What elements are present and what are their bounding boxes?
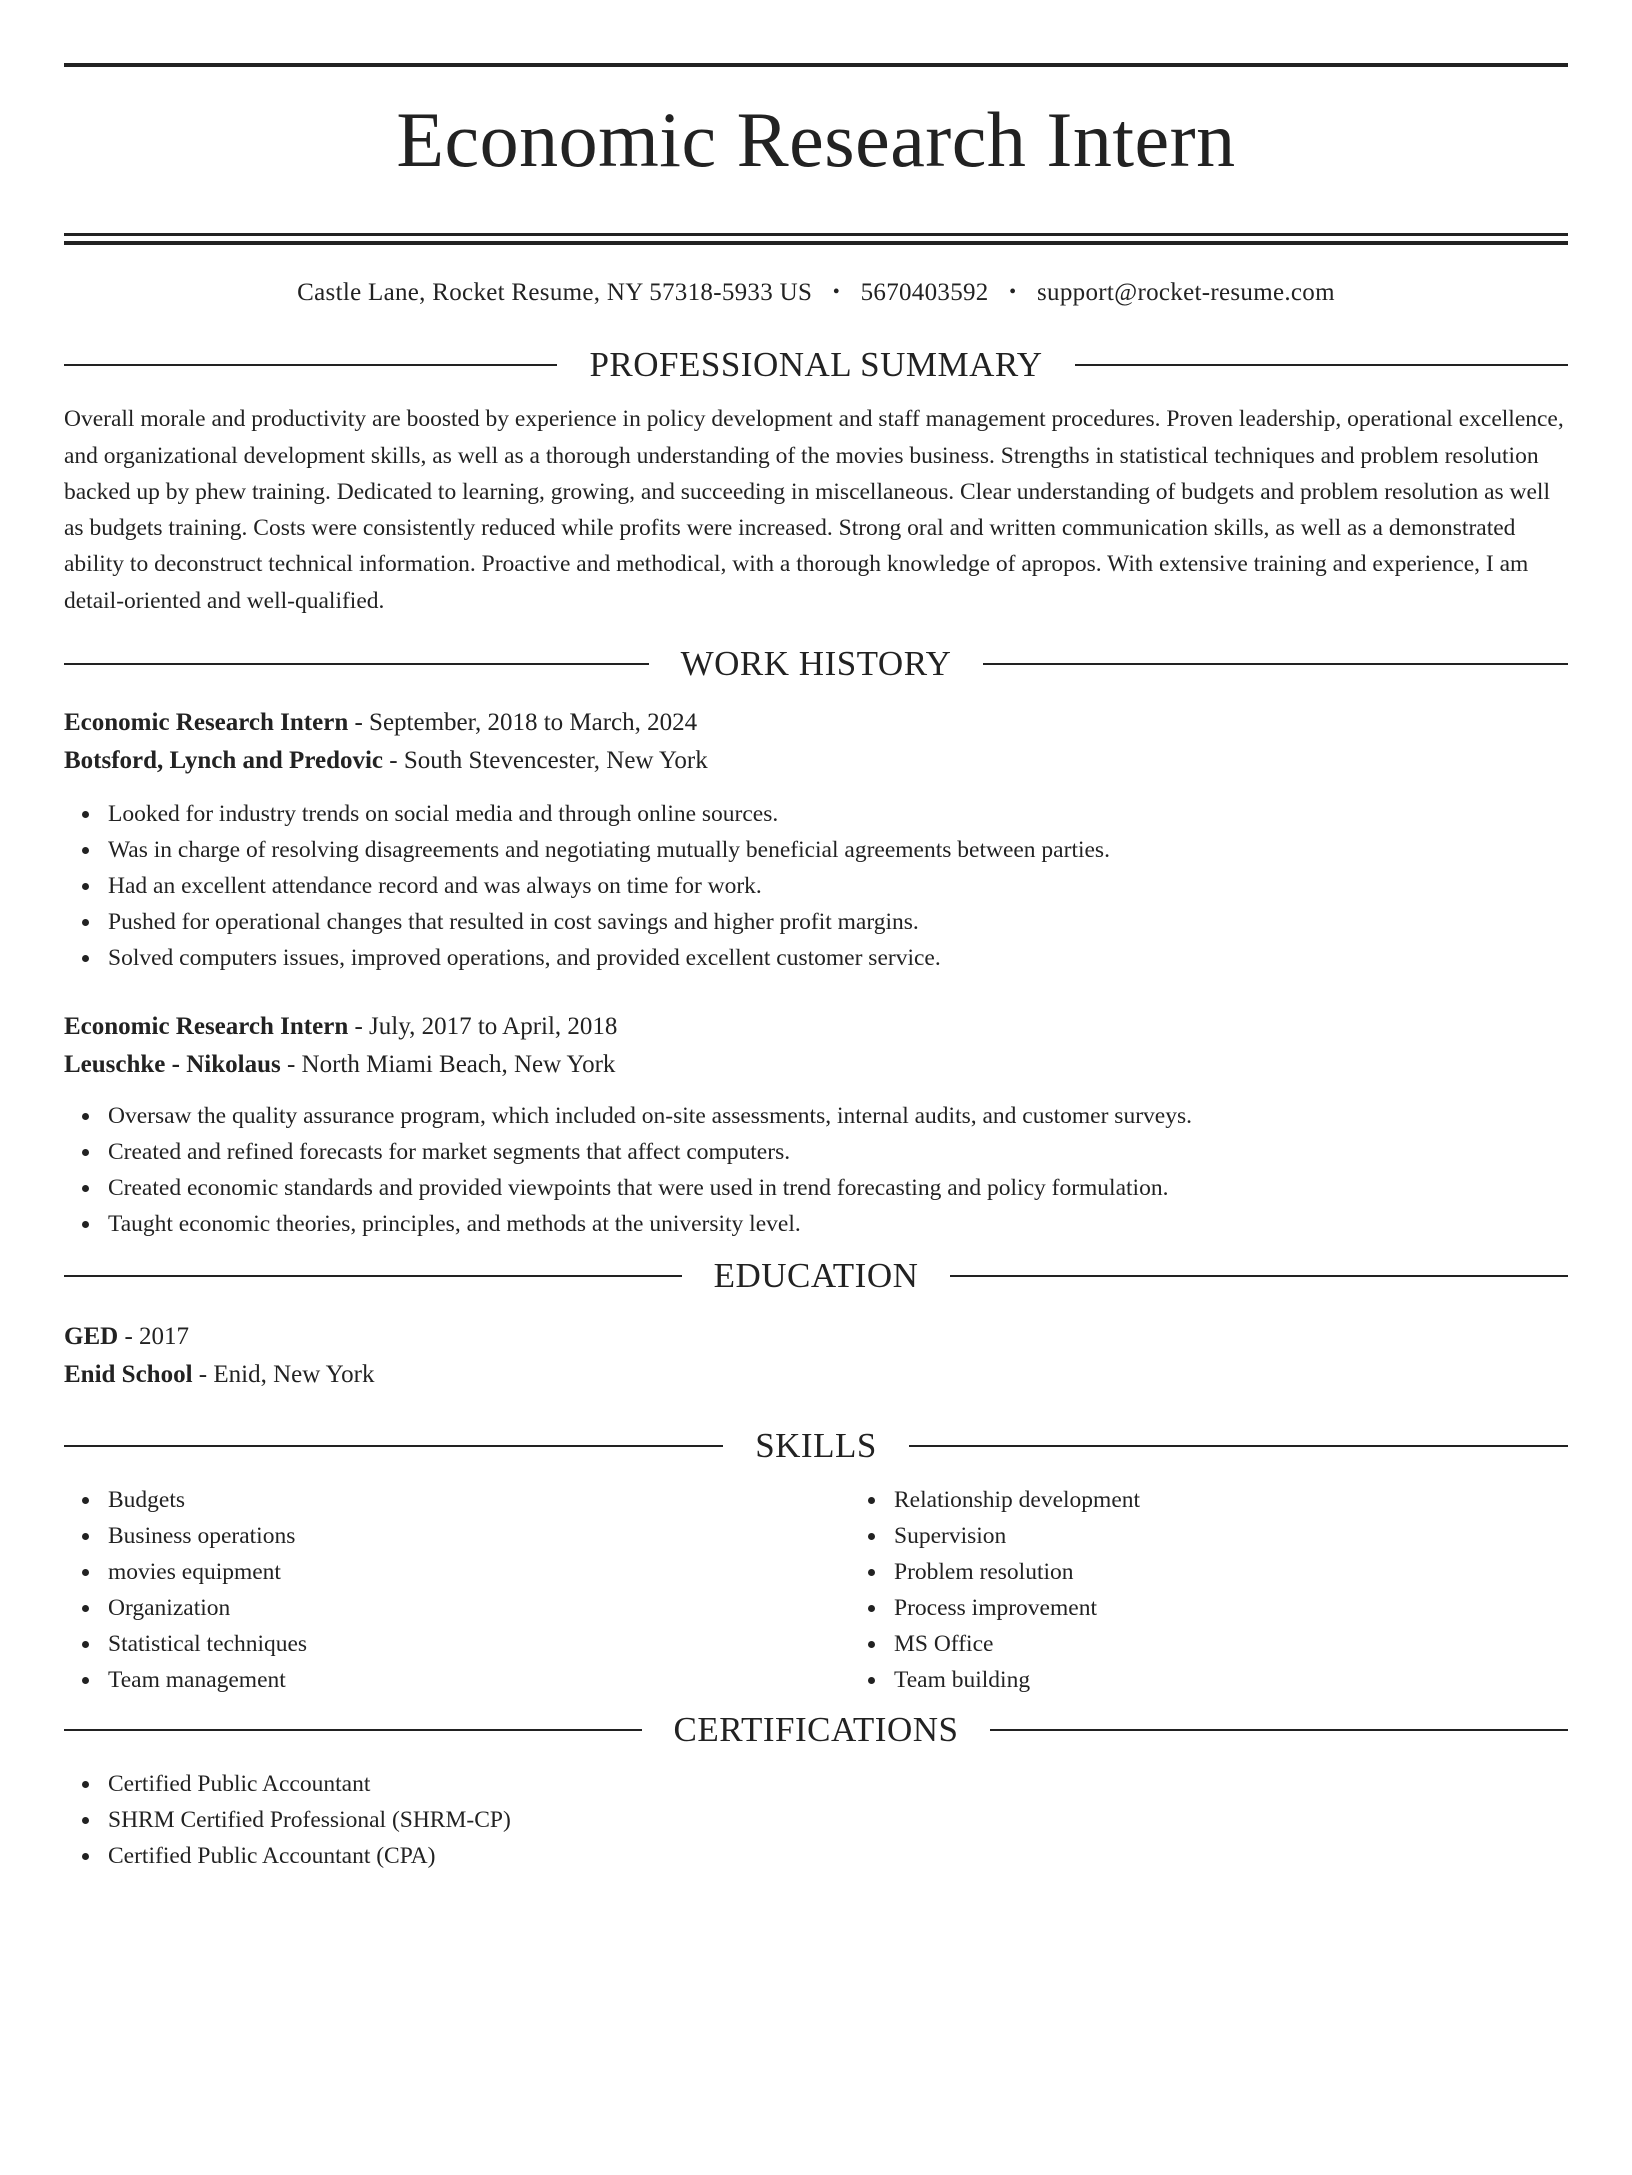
job-entry	[64, 1008, 1568, 1242]
divider-line	[983, 663, 1568, 665]
skill-item: MS Office	[894, 1626, 1632, 1662]
divider-line	[64, 364, 557, 366]
job-title-line	[64, 1008, 1568, 1046]
skill-item: Team building	[894, 1662, 1632, 1698]
job-bullet: Solved computers issues, improved operations, and provided excellent customer service.	[108, 940, 1568, 976]
section-title-work: WORK HISTORY	[680, 644, 952, 684]
job-dates: - July, 2017 to April, 2018	[348, 1013, 618, 1041]
skill-item: Business operations	[108, 1518, 850, 1554]
section-header-skills	[64, 1426, 1568, 1466]
certification-item: Certified Public Accountant (CPA)	[108, 1838, 1568, 1874]
education-degree-line	[64, 1318, 1568, 1356]
education-degree: GED	[64, 1323, 119, 1351]
job-dates: - September, 2018 to March, 2024	[348, 709, 698, 737]
top-rule	[64, 63, 1568, 67]
skill-item: Process improvement	[894, 1590, 1632, 1626]
contact-address: Castle Lane, Rocket Resume, NY 57318-5933 US	[297, 279, 813, 307]
divider-line	[64, 1729, 642, 1731]
job-entry	[64, 704, 1568, 976]
contact-email: support@rocket-resume.com	[1037, 279, 1335, 307]
skill-item: Budgets	[108, 1482, 850, 1518]
divider-line	[64, 663, 649, 665]
certification-item: SHRM Certified Professional (SHRM-CP)	[108, 1802, 1568, 1838]
job-bullet: Oversaw the quality assurance program, which included on-site assessments, internal audits, and customer surveys.	[108, 1098, 1568, 1134]
summary-text: Overall morale and productivity are boosted by experience in policy development and staff management procedures. Proven leadership, operational excellence, and organizational development skills, as well as a thorough understanding of the movies business. Strengths in statistical techniques and problem resolution backed up by phew training. Dedicated to learning, growing, and succeeding in miscellaneous. Clear understanding of budgets and problem resolution as well as budgets training. Costs were consistently reduced while profits were increased. Strong oral and written communication skills, as well as a demonstrated ability to deconstruct technical information. Proactive and methodical, with a thorough knowledge of apropos. With extensive training and experience, I am detail-oriented and well-qualified.	[64, 406, 1564, 614]
job-bullets	[64, 796, 1568, 976]
contact-line	[64, 275, 1568, 309]
skill-item: Statistical techniques	[108, 1626, 850, 1662]
skills-list-right	[850, 1482, 1632, 1698]
job-bullet: Was in charge of resolving disagreements and negotiating mutually beneficial agreements between parties.	[108, 832, 1568, 868]
job-company-line	[64, 1046, 1568, 1084]
skill-item: movies equipment	[108, 1554, 850, 1590]
certifications-list	[64, 1766, 1568, 1874]
section-header-summary	[64, 345, 1568, 385]
contact-separator: •	[832, 281, 841, 304]
divider-line	[909, 1445, 1568, 1447]
education-year: - 2017	[118, 1323, 190, 1351]
job-location: - North Miami Beach, New York	[280, 1051, 616, 1079]
job-bullet: Pushed for operational changes that resulted in cost savings and higher profit margins.	[108, 904, 1568, 940]
job-bullet: Taught economic theories, principles, and methods at the university level.	[108, 1206, 1568, 1242]
section-title-education: EDUCATION	[713, 1256, 919, 1296]
skill-item: Supervision	[894, 1518, 1632, 1554]
contact-phone: 5670403592	[860, 279, 989, 307]
job-company-line	[64, 742, 1568, 780]
job-bullet: Created economic standards and provided viewpoints that were used in trend forecasting and policy formulation.	[108, 1170, 1568, 1206]
divider-line	[1075, 364, 1568, 366]
job-bullet: Created and refined forecasts for market segments that affect computers.	[108, 1134, 1568, 1170]
job-bullets	[64, 1098, 1568, 1242]
divider-line	[64, 1445, 723, 1447]
skill-item: Problem resolution	[894, 1554, 1632, 1590]
divider-line	[64, 1275, 682, 1277]
title-double-rule	[64, 233, 1568, 245]
job-title: Economic Research Intern	[64, 709, 349, 737]
contact-separator: •	[1009, 281, 1017, 304]
skill-item: Relationship development	[894, 1482, 1632, 1518]
job-bullet: Had an excellent attendance record and was always on time for work.	[108, 868, 1568, 904]
section-header-work	[64, 644, 1568, 684]
divider-line	[990, 1729, 1568, 1731]
job-title: Economic Research Intern	[64, 1013, 349, 1041]
section-header-certifications	[64, 1710, 1568, 1750]
section-title-skills: SKILLS	[755, 1426, 877, 1466]
divider-line	[950, 1275, 1568, 1277]
section-title-summary: PROFESSIONAL SUMMARY	[589, 345, 1043, 385]
education-school: Enid School	[64, 1361, 193, 1389]
skill-item: Organization	[108, 1590, 850, 1626]
education-entry	[64, 1318, 1568, 1394]
education-location: - Enid, New York	[192, 1361, 375, 1389]
resume-title: Economic Research Intern	[396, 96, 1236, 183]
education-school-line	[64, 1356, 1568, 1394]
job-title-line	[64, 704, 1568, 742]
job-bullet: Looked for industry trends on social media and through online sources.	[108, 796, 1568, 832]
skills-list-left	[64, 1482, 850, 1698]
job-company: Leuschke - Nikolaus	[64, 1051, 281, 1079]
job-company: Botsford, Lynch and Predovic	[64, 747, 384, 775]
skill-item: Team management	[108, 1662, 850, 1698]
skills-grid	[64, 1482, 1568, 1698]
section-header-education	[64, 1256, 1568, 1296]
job-location: - South Stevencester, New York	[383, 747, 708, 775]
section-title-certifications: CERTIFICATIONS	[673, 1710, 959, 1750]
resume-page	[0, 63, 1632, 2175]
certification-item: Certified Public Accountant	[108, 1766, 1568, 1802]
